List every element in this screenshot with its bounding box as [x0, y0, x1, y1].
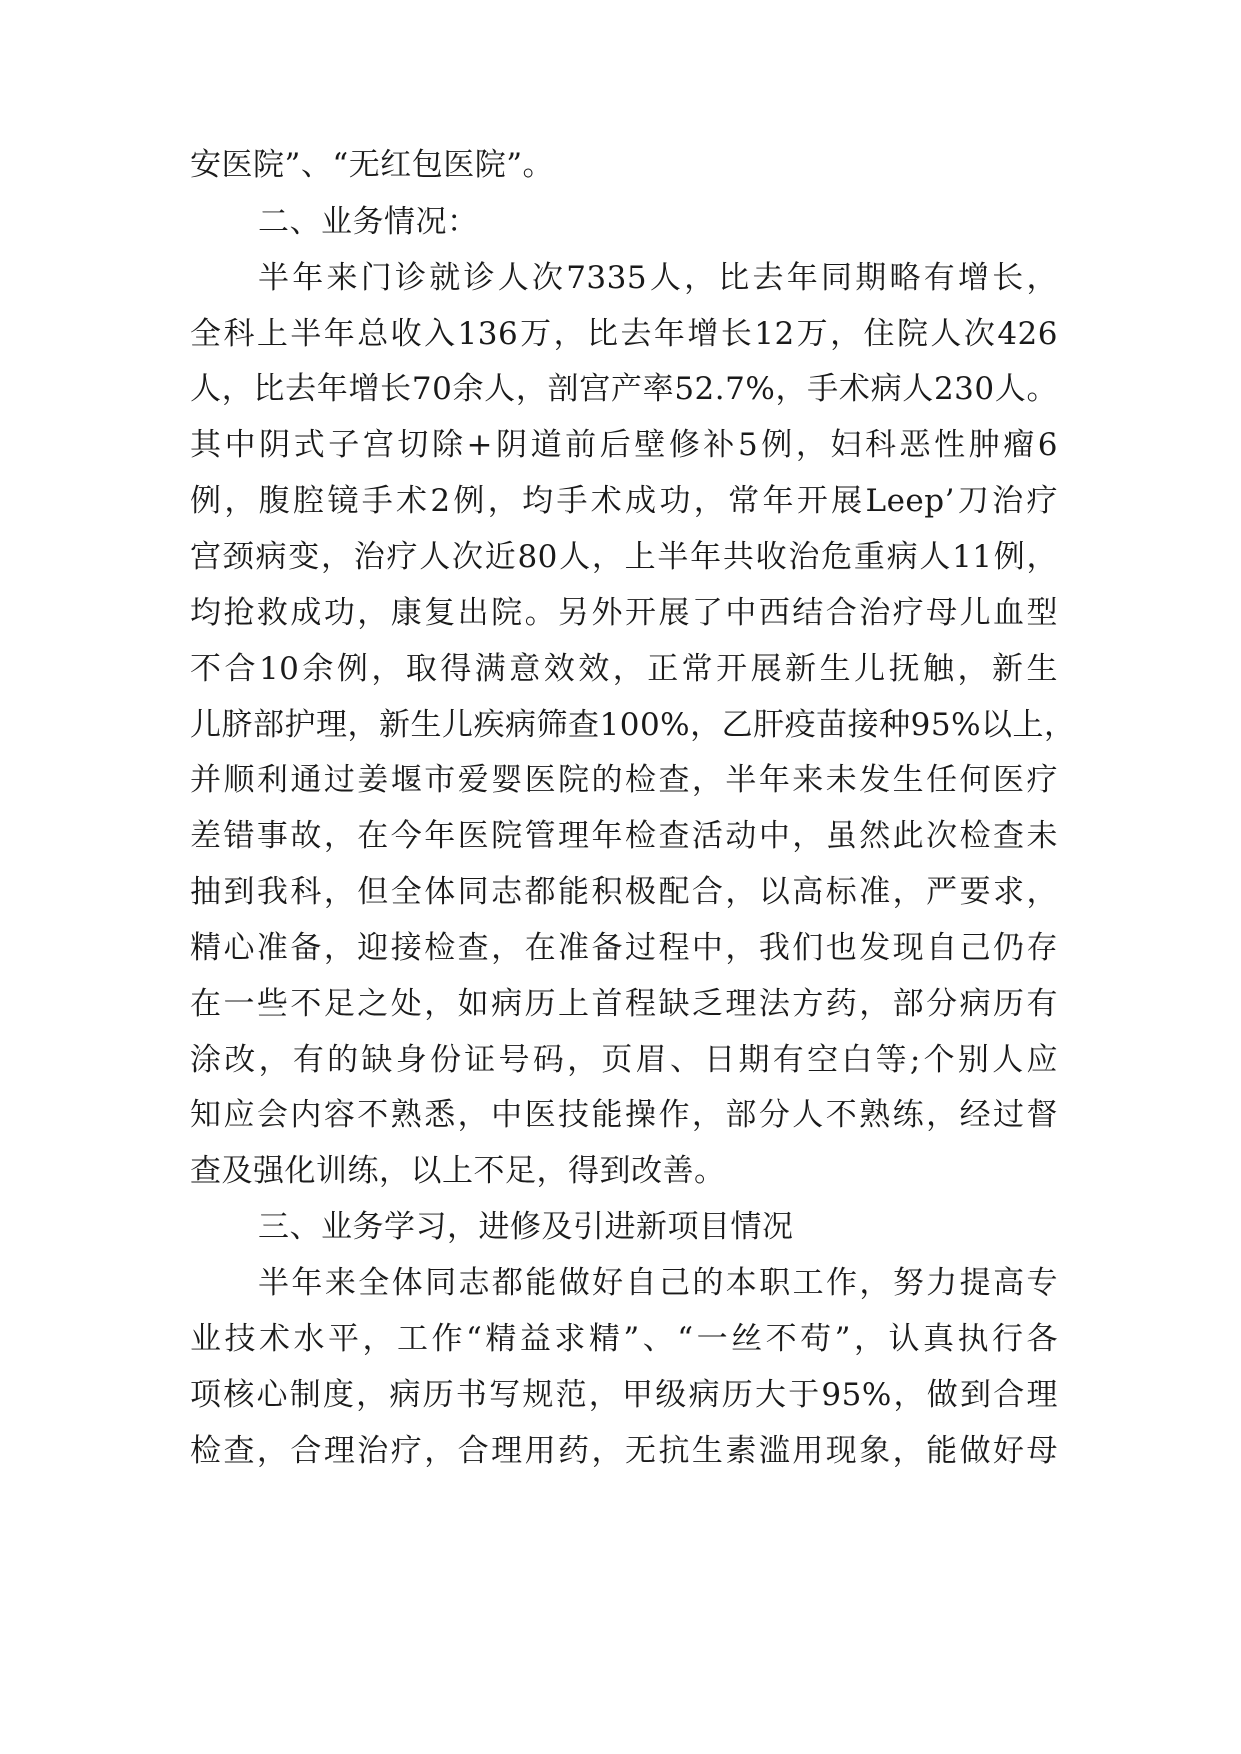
text-line: 检查，合理治疗，合理用药，无抗生素滥用现象，能做好母 — [190, 1433, 1058, 1469]
text-line: 差错事故，在今年医院管理年检查活动中，虽然此次检查未 — [190, 818, 1058, 854]
text-line: 不合10余例，取得满意效效，正常开展新生儿抚触，新生 — [190, 651, 1058, 687]
text-line: 抽到我科，但全体同志都能积极配合，以高标准，严要求， — [190, 874, 1058, 910]
text-line: 儿脐部护理，新生儿疾病筛查100%，乙肝疫苗接种95%以上， — [190, 707, 1076, 743]
text-line: 查及强化训练，以上不足，得到改善。 — [190, 1153, 726, 1189]
text-line: 半年来门诊就诊人次7335人，比去年同期略有增长， — [258, 260, 1058, 296]
text-line: 在一些不足之处，如病历上首程缺乏理法方药，部分病历有 — [190, 986, 1058, 1022]
text-line: 其中阴式子宫切除+阴道前后壁修补5例，妇科恶性肿瘤6 — [190, 427, 1058, 463]
text-line: 安医院”、“无红包医院”。 — [190, 147, 555, 183]
text-line: 半年来全体同志都能做好自己的本职工作，努力提高专 — [258, 1265, 1058, 1301]
section-heading: 三、业务学习，进修及引进新项目情况 — [258, 1209, 794, 1245]
text-line: 业技术水平，工作“精益求精”、“一丝不苟”，认真执行各 — [190, 1321, 1058, 1357]
text-line: 宫颈病变，治疗人次近80人，上半年共收治危重病人11例， — [190, 539, 1058, 575]
text-line: 并顺利通过姜堰市爱婴医院的检查，半年来未发生任何医疗 — [190, 762, 1058, 798]
text-line: 项核心制度，病历书写规范，甲级病历大于95%，做到合理 — [190, 1377, 1058, 1413]
section-heading: 二、业务情况： — [258, 204, 479, 240]
text-line: 例，腹腔镜手术2例，均手术成功，常年开展Leep’刀治疗 — [190, 483, 1058, 519]
text-line: 涂改，有的缺身份证号码，页眉、日期有空白等;个别人应 — [190, 1042, 1058, 1078]
text-line: 全科上半年总收入136万，比去年增长12万，住院人次426 — [190, 316, 1058, 352]
text-line: 知应会内容不熟悉，中医技能操作，部分人不熟练，经过督 — [190, 1097, 1058, 1133]
text-line: 精心准备，迎接检查，在准备过程中，我们也发现自己仍存 — [190, 930, 1058, 966]
text-line: 人，比去年增长70余人，剖宫产率52.7%，手术病人230人。 — [190, 371, 1058, 407]
text-line: 均抢救成功，康复出院。另外开展了中西结合治疗母儿血型 — [190, 595, 1058, 631]
